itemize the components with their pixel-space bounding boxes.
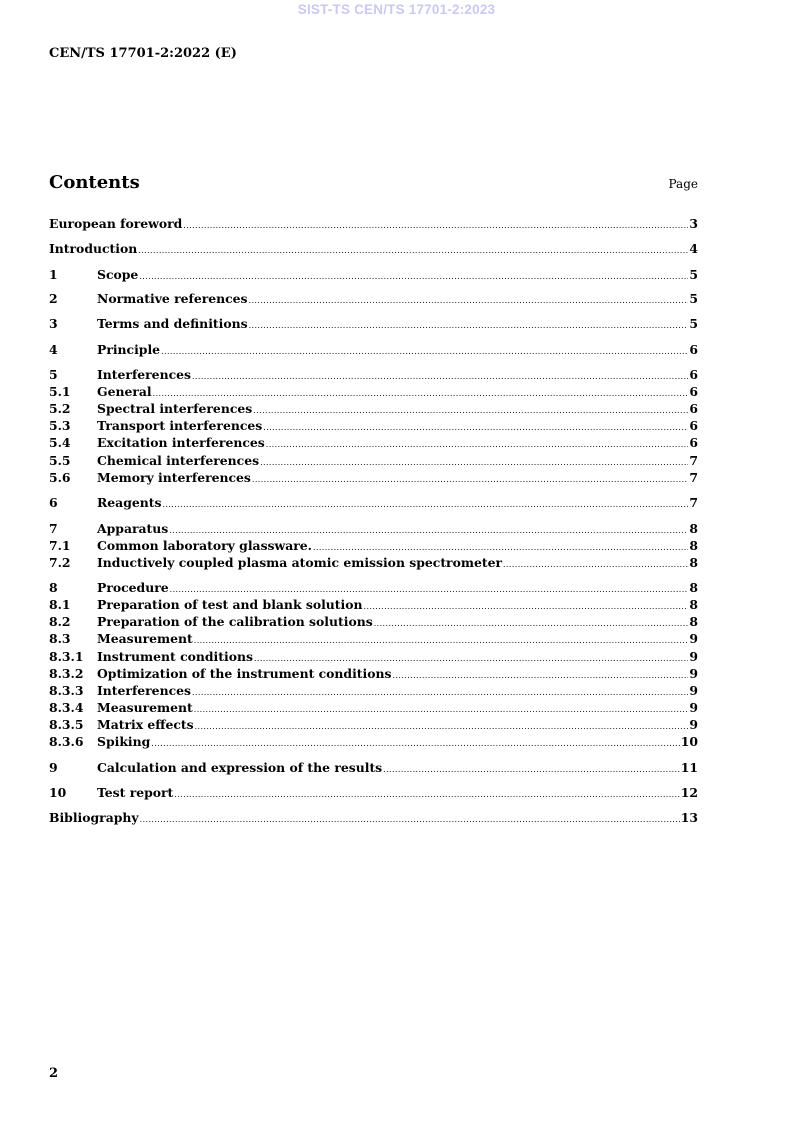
toc-entry-number: 3 [49,316,58,331]
toc-entry-title: Calculation and expression of the results [97,760,383,775]
toc-dot-leader [183,217,688,234]
toc-entry-page: 8 [689,597,698,612]
toc-entry-page: 3 [689,216,698,231]
toc-entry-number: 8.3.3 [49,683,84,698]
toc-entry[interactable] [49,452,698,469]
toc-entry-title: Excitation interferences [97,435,265,450]
toc-entry-page: 7 [689,470,698,485]
toc-entry-page: 9 [689,649,698,664]
toc-entry-title: Interferences [97,683,191,698]
toc-entry[interactable] [49,400,698,417]
toc-entry[interactable] [49,434,698,451]
toc-entry[interactable] [49,682,698,699]
contents-heading: Contents [49,172,140,193]
toc-entry-title: Reagents [97,495,162,510]
toc-entry[interactable] [49,784,698,801]
toc-entry-page: 9 [689,700,698,715]
toc-entry-title: Matrix effects [97,717,194,732]
toc-entry-title: Measurement [97,631,193,646]
toc-entry-page: 7 [689,453,698,468]
toc-entry-number: 8.3.4 [49,700,84,715]
toc-entry-number: 6 [49,495,58,510]
toc-entry-page: 9 [689,666,698,681]
toc-entry-title: Chemical interferences [97,453,260,468]
toc-entry-title: Preparation of the calibration solutions [97,614,373,629]
toc-entry-page: 5 [689,291,698,306]
toc-entry-page: 8 [689,538,698,553]
toc-entry-number: 5.5 [49,453,71,468]
toc-entry-number: 8.3.2 [49,666,84,681]
toc-entry[interactable] [49,341,698,358]
toc-entry-page: 6 [689,418,698,433]
toc-entry-title: European foreword [49,216,183,231]
toc-entry-page: 5 [689,316,698,331]
toc-entry[interactable] [49,733,698,750]
toc-entry-page: 12 [680,785,698,800]
toc-entry-number: 7 [49,521,58,536]
toc-entry-title: Normative references [97,291,248,306]
toc-entry-title: Measurement [97,700,193,715]
toc-entry-title: Instrument conditions [97,649,253,664]
toc-entry-number: 7.1 [49,538,71,553]
toc-dot-leader [503,556,688,573]
toc-dot-leader [161,343,688,360]
toc-dot-leader [194,632,689,649]
toc-entry-page: 9 [689,631,698,646]
toc-entry-number: 9 [49,760,58,775]
toc-entry-number: 8 [49,580,58,595]
toc-entry-page: 8 [689,580,698,595]
toc-entry[interactable] [49,630,698,647]
toc-entry[interactable] [49,417,698,434]
toc-dot-leader [249,292,689,309]
toc-entry[interactable] [49,716,698,733]
toc-entry[interactable] [49,469,698,486]
toc-entry-number: 7.2 [49,555,71,570]
toc-entry[interactable] [49,699,698,716]
toc-entry-number: 5.2 [49,401,71,416]
toc-entry-number: 5.3 [49,418,71,433]
toc-entry-title: Common laboratory glassware. [97,538,312,553]
toc-entry-title: Procedure [97,580,169,595]
toc-dot-leader [151,735,679,752]
toc-entry-title: Introduction [49,241,138,256]
toc-entry-number: 8.3.1 [49,649,84,664]
toc-entry-number: 10 [49,785,67,800]
toc-entry-page: 9 [689,717,698,732]
toc-entry-title: Interferences [97,367,191,382]
toc-entry-title: Bibliography [49,810,139,825]
toc-entry-number: 8.1 [49,597,71,612]
toc-entry-page: 10 [680,734,698,749]
toc-entry-page: 6 [689,367,698,382]
toc-entry-number: 4 [49,342,58,357]
toc-entry-page: 6 [689,384,698,399]
toc-entry-title: Spectral interferences [97,401,253,416]
toc-entry-number: 5.6 [49,470,71,485]
toc-entry[interactable] [49,240,698,257]
toc-dot-leader [252,471,688,488]
toc-dot-leader [383,761,680,778]
toc-entry-title: Memory interferences [97,470,251,485]
toc-entry-page: 8 [689,521,698,536]
toc-entry-number: 8.3.5 [49,717,84,732]
document-identifier: CEN/TS 17701-2:2022 (E) [49,46,237,61]
toc-entry-number: 8.3 [49,631,71,646]
toc-entry-title: Test report [97,785,174,800]
toc-entry-title: Transport interferences [97,418,263,433]
toc-entry[interactable] [49,520,698,537]
toc-entry-page: 7 [689,495,698,510]
toc-dot-leader [162,496,688,513]
toc-entry[interactable] [49,613,698,630]
toc-entry-page: 5 [689,267,698,282]
toc-entry[interactable] [49,494,698,511]
toc-entry[interactable] [49,665,698,682]
toc-entry[interactable] [49,759,698,776]
toc-dot-leader [138,242,688,259]
toc-entry-title: Apparatus [97,521,169,536]
toc-dot-leader [139,268,688,285]
toc-entry-number: 5.1 [49,384,71,399]
toc-entry-page: 6 [689,401,698,416]
watermark: SIST-TS CEN/TS 17701-2:2023 [297,2,496,17]
toc-entry[interactable] [49,315,698,332]
toc-entry-number: 2 [49,291,58,306]
toc-entry-title: Preparation of test and blank solution [97,597,363,612]
toc-entry[interactable] [49,266,698,283]
toc-entry[interactable] [49,383,698,400]
page-column-label: Page [668,177,698,191]
toc-entry[interactable] [49,537,698,554]
toc-dot-leader [140,811,680,828]
toc-entry[interactable] [49,596,698,613]
toc-entry-title: General [97,384,152,399]
toc-entry-title: Spiking [97,734,151,749]
toc-entry-title: Inductively coupled plasma atomic emission spectrometer [97,555,502,570]
toc-entry-title: Optimization of the instrument conditions [97,666,392,681]
toc-entry[interactable] [49,366,698,383]
page-number: 2 [49,1066,59,1081]
toc-entry-title: Terms and definitions [97,316,248,331]
toc-entry-number: 5 [49,367,58,382]
toc-dot-leader [249,317,689,334]
toc-entry-page: 8 [689,614,698,629]
toc-entry-number: 8.2 [49,614,71,629]
toc-entry[interactable] [49,579,698,596]
toc-entry-page: 13 [680,810,698,825]
toc-entry-page: 6 [689,435,698,450]
toc-entry-page: 4 [689,241,698,256]
toc-entry-page: 8 [689,555,698,570]
toc-dot-leader [266,436,689,453]
toc-entry[interactable] [49,648,698,665]
toc-entry[interactable] [49,215,698,232]
toc-entry-number: 8.3.6 [49,734,84,749]
toc-entry-page: 9 [689,683,698,698]
toc-entry-page: 6 [689,342,698,357]
toc-entry-title: Principle [97,342,161,357]
toc-entry-title: Scope [97,267,139,282]
toc-entry[interactable] [49,809,698,826]
toc-entry-number: 1 [49,267,58,282]
toc-dot-leader [174,786,679,803]
toc-entry-page: 11 [680,760,698,775]
toc-entry-number: 5.4 [49,435,71,450]
toc-entry[interactable] [49,290,698,307]
toc-entry[interactable] [49,554,698,571]
